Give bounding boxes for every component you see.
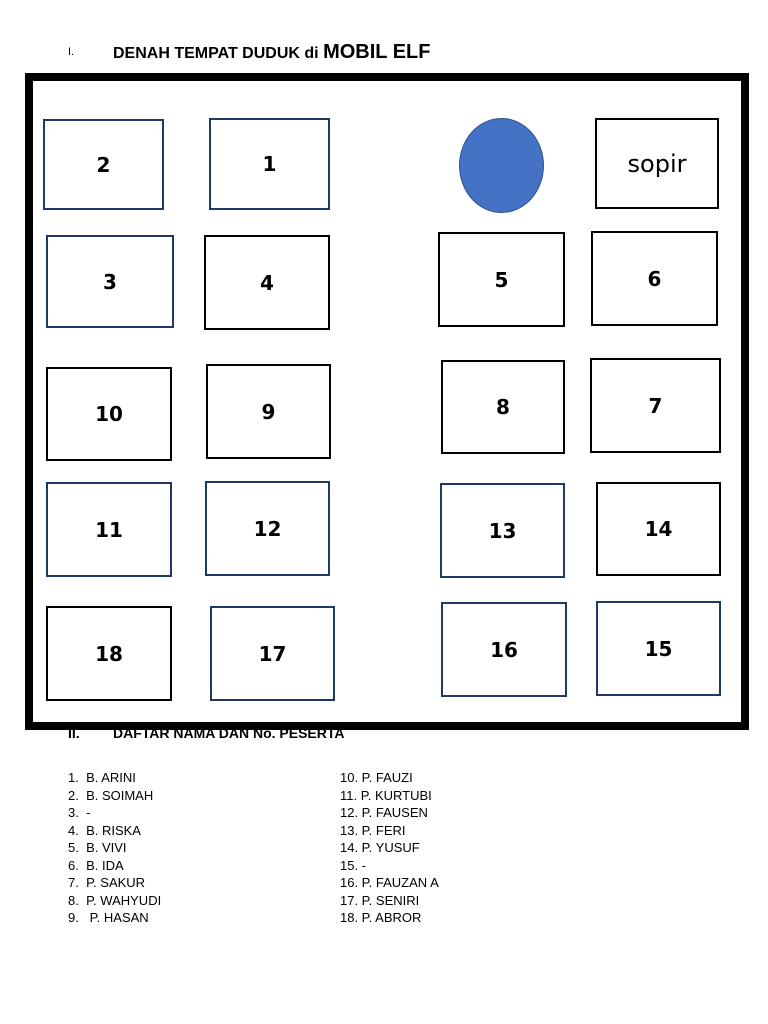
list-item: 10. P. FAUZI: [340, 770, 413, 785]
list-item: 13. P. FERI: [340, 822, 406, 838]
seat-4: 4: [204, 235, 330, 330]
section-2-number: II.: [68, 725, 80, 741]
seat-15: 15: [596, 601, 721, 696]
seat-17: 17: [210, 606, 335, 701]
seat-1: 1: [209, 118, 330, 210]
section-1-title: [113, 41, 430, 64]
seat-14: 14: [596, 482, 721, 576]
seat-18: 18: [46, 606, 172, 701]
list-item: 15. -: [340, 857, 367, 873]
steering-wheel-icon: [459, 118, 544, 213]
section-1-title-text: DENAH TEMPAT DUDUK di: [113, 45, 324, 62]
seat-3: 3: [46, 235, 174, 328]
list-item: 6. B. IDA: [68, 857, 124, 873]
seat-9: 9: [206, 364, 331, 459]
seat-7: 7: [590, 358, 721, 453]
participant-list-right: [340, 769, 439, 927]
seat-12: 12: [205, 481, 330, 576]
participant-list-left: [68, 769, 161, 927]
seat-16: 16: [441, 602, 567, 697]
list-item: 3. -: [68, 805, 91, 820]
seat-5: 5: [438, 232, 565, 327]
seat-2: 2: [43, 119, 164, 210]
list-item: 4. B. RISKA: [68, 822, 141, 838]
list-item: 2. B. SOIMAH: [68, 787, 154, 803]
section-1-number: I.: [68, 46, 75, 58]
list-item: 9. P. HASAN: [68, 910, 149, 925]
list-item: 1. B. ARINI: [68, 770, 136, 785]
list-item: 5. B. VIVI: [68, 840, 127, 855]
seat-10: 10: [46, 367, 172, 461]
seat-11: 11: [46, 482, 172, 577]
seat-6: 6: [591, 231, 718, 326]
list-item: 7. P. SAKUR: [68, 875, 146, 890]
list-item: 14. P. YUSUF: [340, 840, 420, 855]
list-item: 8. P. WAHYUDI: [68, 892, 162, 908]
list-item: 18. P. ABROR: [340, 910, 422, 925]
list-item: 12. P. FAUSEN: [340, 805, 428, 820]
seat-driver: sopir: [595, 118, 719, 209]
list-item: 17. P. SENIRI: [340, 892, 420, 908]
list-item: 16. P. FAUZAN A: [340, 875, 439, 890]
section-2-title: DAFTAR NAMA DAN No. PESERTA: [113, 725, 345, 741]
seat-13: 13: [440, 483, 565, 578]
list-item: 11. P. KURTUBI: [340, 787, 432, 803]
seat-8: 8: [441, 360, 565, 454]
section-1-title-vehicle: MOBIL ELF: [323, 41, 431, 63]
